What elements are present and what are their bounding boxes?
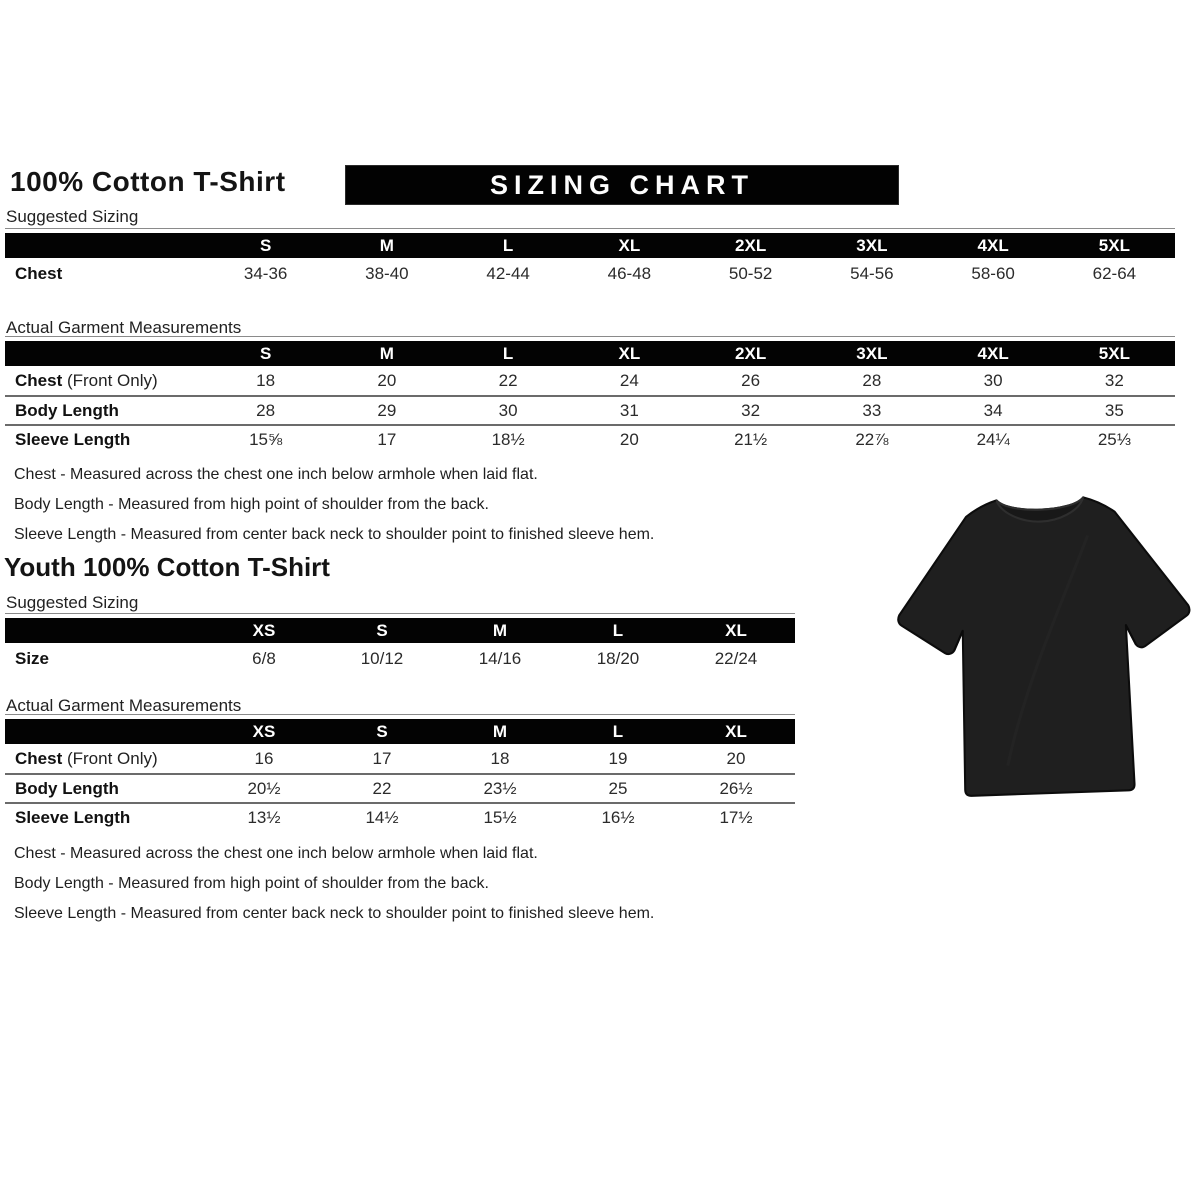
row-label-text: Chest xyxy=(15,748,63,768)
cell-value: 14/16 xyxy=(478,648,522,668)
row-label-suffix: (Front Only) xyxy=(62,748,158,768)
cell-value: 22/24 xyxy=(714,648,758,668)
youth-section-title: Youth 100% Cotton T-Shirt xyxy=(4,552,330,582)
cell-value: 46-48 xyxy=(607,264,652,283)
cell-value: 17½ xyxy=(719,807,753,827)
adult-actual-measurements-table xyxy=(5,336,1175,453)
cell-value: 31 xyxy=(619,400,639,420)
row-label-text: Sleeve Length xyxy=(15,429,131,449)
adult-suggested-sizing-label: Suggested Sizing xyxy=(6,207,139,226)
row-label-text: Body Length xyxy=(15,778,119,798)
cell-value: 16 xyxy=(254,748,274,768)
cell-value: 18 xyxy=(490,748,510,768)
cell-value: 24 xyxy=(619,370,639,390)
column-header-5xl: 5XL xyxy=(1098,343,1130,363)
table-row-size xyxy=(5,643,795,674)
row-label-suffix: (Front Only) xyxy=(62,370,158,390)
cell-value: 18/20 xyxy=(596,648,640,668)
cell-value: 24¼ xyxy=(976,429,1010,449)
cell-value: 32 xyxy=(741,400,761,420)
table-row-chest xyxy=(5,258,1175,290)
row-label xyxy=(5,749,205,769)
cell-value: 25 xyxy=(608,778,628,798)
row-label xyxy=(5,649,205,669)
cell-value: 25⅓ xyxy=(1097,429,1131,449)
cell-value: 17 xyxy=(372,748,392,768)
row-label xyxy=(5,264,205,284)
row-label xyxy=(5,808,205,828)
cell-value: 6/8 xyxy=(252,648,276,668)
cell-value: 54-56 xyxy=(850,264,894,283)
cell-value: 50-52 xyxy=(728,264,773,283)
column-header-xs: XS xyxy=(252,721,276,741)
youth-actual-measurements-label: Actual Garment Measurements xyxy=(6,696,242,715)
cell-value: 29 xyxy=(377,400,397,420)
column-header-m: M xyxy=(492,721,508,741)
cell-value: 15½ xyxy=(483,807,517,827)
column-header-s: S xyxy=(259,343,272,363)
column-header-s: S xyxy=(376,620,388,640)
cell-value: 10/12 xyxy=(360,648,404,668)
table-top-rule xyxy=(5,228,1175,229)
cell-value: 30 xyxy=(983,370,1003,390)
cell-value: 16½ xyxy=(601,807,635,827)
row-label-text: Body Length xyxy=(15,400,119,420)
column-header-s: S xyxy=(259,235,272,255)
cell-value: 62-64 xyxy=(1092,264,1137,283)
cell-value: 58-60 xyxy=(971,264,1015,283)
row-label-text: Chest xyxy=(15,370,63,390)
cell-value: 33 xyxy=(862,400,882,420)
cell-value: 23½ xyxy=(483,778,517,798)
table-header-row xyxy=(5,719,795,744)
column-header-2xl: 2XL xyxy=(735,343,767,363)
sizing-chart-banner: SIZING CHART xyxy=(346,166,898,204)
adult-section-title: 100% Cotton T-Shirt xyxy=(10,166,286,197)
cell-value: 19 xyxy=(608,748,628,768)
column-header-xl: XL xyxy=(618,343,641,363)
note-sleeve-length: Sleeve Length - Measured from center back neck to shoulder point to finished sleeve hem. xyxy=(14,526,655,543)
tshirt-graphic xyxy=(890,475,1200,820)
column-header-3xl: 3XL xyxy=(856,235,888,255)
column-header-4xl: 4XL xyxy=(977,343,1009,363)
table-top-rule xyxy=(5,336,1175,337)
column-header-m: M xyxy=(492,620,508,640)
note-body-length: Body Length - Measured from high point of shoulder from the back. xyxy=(14,875,489,892)
column-header-xl: XL xyxy=(618,235,641,255)
cell-value: 34-36 xyxy=(243,264,288,283)
table-header-row xyxy=(5,341,1175,366)
cell-value: 28 xyxy=(862,370,882,390)
cell-value: 14½ xyxy=(365,807,399,827)
cell-value: 22 xyxy=(498,370,518,390)
column-header-5xl: 5XL xyxy=(1098,235,1130,255)
column-header-s: S xyxy=(376,721,388,741)
cell-value: 20 xyxy=(377,370,397,390)
cell-value: 15⅝ xyxy=(249,429,283,449)
row-label xyxy=(5,401,205,421)
table-top-rule xyxy=(5,613,795,614)
table-row-body-length xyxy=(5,773,795,802)
column-header-l: L xyxy=(502,343,514,363)
row-label-text: Chest xyxy=(15,264,63,283)
column-header-xl: XL xyxy=(725,620,747,640)
cell-value: 21½ xyxy=(734,429,768,449)
note-body-length: Body Length - Measured from high point of shoulder from the back. xyxy=(14,496,489,513)
cell-value: 30 xyxy=(498,400,518,420)
adult-actual-measurements-label: Actual Garment Measurements xyxy=(6,318,242,337)
cell-value: 22⅞ xyxy=(855,429,889,449)
adult-suggested-sizing-table xyxy=(5,228,1175,290)
cell-value: 18½ xyxy=(491,429,525,449)
row-label xyxy=(5,779,205,799)
cell-value: 32 xyxy=(1104,370,1124,390)
column-header-l: L xyxy=(612,620,624,640)
column-header-xl: XL xyxy=(725,721,747,741)
table-top-rule xyxy=(5,714,795,715)
table-header-row xyxy=(5,233,1175,258)
row-label-text: Sleeve Length xyxy=(15,807,131,827)
cell-value: 17 xyxy=(377,429,397,449)
cell-value: 20 xyxy=(726,748,746,768)
youth-suggested-sizing-table xyxy=(5,613,795,674)
cell-value: 42-44 xyxy=(486,264,530,283)
row-label xyxy=(5,371,205,391)
cell-value: 26½ xyxy=(719,778,753,798)
column-header-xs: XS xyxy=(252,620,276,640)
table-row-chest xyxy=(5,366,1175,395)
table-row-sleeve-length xyxy=(5,424,1175,453)
cell-value: 20 xyxy=(619,429,639,449)
adult-measurement-notes xyxy=(14,466,654,556)
cell-value: 22 xyxy=(372,778,392,798)
column-header-2xl: 2XL xyxy=(735,235,767,255)
youth-actual-measurements-table xyxy=(5,714,795,831)
cell-value: 20½ xyxy=(247,778,281,798)
table-row-sleeve-length xyxy=(5,802,795,831)
cell-value: 34 xyxy=(983,400,1003,420)
cell-value: 35 xyxy=(1104,400,1124,420)
youth-suggested-sizing-label: Suggested Sizing xyxy=(6,593,139,612)
table-header-row xyxy=(5,618,795,643)
column-header-4xl: 4XL xyxy=(977,235,1009,255)
row-label-text: Size xyxy=(15,648,50,668)
youth-measurement-notes xyxy=(14,845,654,935)
cell-value: 18 xyxy=(256,370,276,390)
table-row-chest xyxy=(5,744,795,773)
table-row-body-length xyxy=(5,395,1175,424)
note-sleeve-length: Sleeve Length - Measured from center back neck to shoulder point to finished sleeve hem. xyxy=(14,905,655,922)
cell-value: 26 xyxy=(741,370,761,390)
note-chest: Chest - Measured across the chest one inch below armhole when laid flat. xyxy=(14,466,538,483)
column-header-l: L xyxy=(612,721,624,741)
column-header-l: L xyxy=(502,235,514,255)
column-header-m: M xyxy=(379,235,394,255)
cell-value: 28 xyxy=(256,400,276,420)
column-header-3xl: 3XL xyxy=(856,343,888,363)
cell-value: 13½ xyxy=(247,807,281,827)
column-header-m: M xyxy=(379,343,394,363)
note-chest: Chest - Measured across the chest one inch below armhole when laid flat. xyxy=(14,845,538,862)
tshirt-image xyxy=(890,475,1200,820)
cell-value: 38-40 xyxy=(365,264,409,283)
row-label xyxy=(5,430,205,450)
